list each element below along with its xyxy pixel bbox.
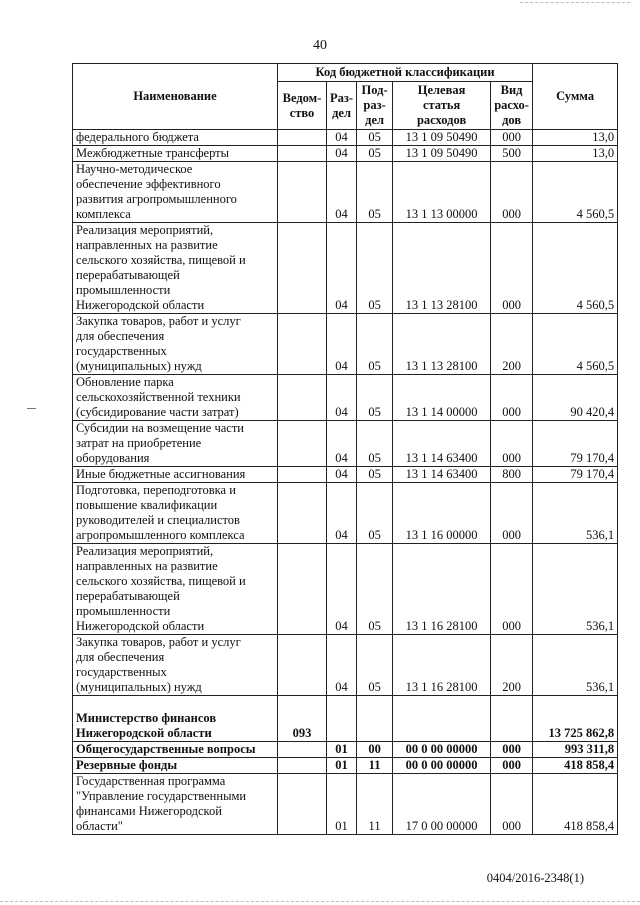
row-podrazdel: 05	[357, 162, 393, 223]
row-sum: 418 858,4	[533, 774, 618, 835]
row-expense-type: 200	[491, 314, 533, 375]
table-row	[73, 483, 618, 544]
document-code: 0404/2016-2348(1)	[486, 871, 584, 885]
row-name: Реализация мероприятий, направленных на развитие сельского хозяйства, пищевой и перерабатывающей промышленности Нижегородской области	[73, 544, 278, 635]
row-vedomstvo	[278, 635, 327, 696]
row-name: Государственная программа "Управление государственными финансами Нижегородской области"	[73, 774, 278, 835]
row-name: Закупка товаров, работ и услуг для обеспечения государственных (муниципальных) нужд	[73, 314, 278, 375]
row-name: Субсидии на возмещение части затрат на приобретение оборудования	[73, 421, 278, 467]
row-expense-type: 000	[491, 758, 533, 774]
row-expense-type: 000	[491, 483, 533, 544]
row-podrazdel: 11	[357, 774, 393, 835]
row-target-article: 13 1 14 63400	[393, 421, 491, 467]
bottom-edge-mark	[0, 901, 640, 902]
row-razdel: 04	[327, 635, 357, 696]
header-target-article: Целевая статья расходов	[393, 82, 491, 130]
header-vedomstvo: Ведом- ство	[278, 82, 327, 130]
row-expense-type	[491, 696, 533, 742]
header-podrazdel: Под- раз- дел	[357, 82, 393, 130]
row-expense-type: 000	[491, 544, 533, 635]
row-expense-type: 500	[491, 146, 533, 162]
header-sum: Сумма	[533, 64, 618, 130]
row-sum: 993 311,8	[533, 742, 618, 758]
row-razdel: 04	[327, 375, 357, 421]
row-sum: 79 170,4	[533, 467, 618, 483]
row-expense-type: 000	[491, 774, 533, 835]
row-razdel	[327, 696, 357, 742]
row-razdel: 04	[327, 544, 357, 635]
row-sum: 13,0	[533, 130, 618, 146]
row-expense-type: 200	[491, 635, 533, 696]
margin-mark	[27, 408, 36, 409]
row-vedomstvo	[278, 483, 327, 544]
row-podrazdel: 05	[357, 467, 393, 483]
row-vedomstvo	[278, 421, 327, 467]
row-podrazdel	[357, 696, 393, 742]
row-podrazdel: 05	[357, 635, 393, 696]
row-target-article	[393, 696, 491, 742]
table-row	[73, 696, 618, 742]
table-row	[73, 146, 618, 162]
row-name: Подготовка, переподготовка и повышение квалификации руководителей и специалистов агропромышленного комплекса	[73, 483, 278, 544]
row-expense-type: 800	[491, 467, 533, 483]
row-name: федерального бюджета	[73, 130, 278, 146]
header-razdel: Раз- дел	[327, 82, 357, 130]
row-target-article: 13 1 16 28100	[393, 635, 491, 696]
row-podrazdel: 05	[357, 483, 393, 544]
budget-table	[72, 63, 618, 835]
row-name: Межбюджетные трансферты	[73, 146, 278, 162]
row-podrazdel: 05	[357, 544, 393, 635]
row-name: Обновление парка сельскохозяйственной техники (субсидирование части затрат)	[73, 375, 278, 421]
row-podrazdel: 05	[357, 375, 393, 421]
row-sum: 4 560,5	[533, 223, 618, 314]
row-target-article: 13 1 14 63400	[393, 467, 491, 483]
row-podrazdel: 05	[357, 314, 393, 375]
header-expense-type: Вид расхо- дов	[491, 82, 533, 130]
row-razdel: 01	[327, 742, 357, 758]
row-razdel: 04	[327, 130, 357, 146]
row-razdel: 01	[327, 758, 357, 774]
table-row	[73, 314, 618, 375]
row-podrazdel: 05	[357, 223, 393, 314]
row-target-article: 00 0 00 00000	[393, 742, 491, 758]
row-target-article: 13 1 09 50490	[393, 146, 491, 162]
row-sum: 536,1	[533, 544, 618, 635]
row-razdel: 04	[327, 483, 357, 544]
row-name: Закупка товаров, работ и услуг для обеспечения государственных (муниципальных) нужд	[73, 635, 278, 696]
row-vedomstvo	[278, 162, 327, 223]
row-target-article: 13 1 14 00000	[393, 375, 491, 421]
row-target-article: 13 1 09 50490	[393, 130, 491, 146]
row-expense-type: 000	[491, 375, 533, 421]
row-vedomstvo: 093	[278, 696, 327, 742]
row-sum: 536,1	[533, 635, 618, 696]
page-number: 40	[313, 38, 327, 53]
row-sum: 418 858,4	[533, 758, 618, 774]
table-row	[73, 774, 618, 835]
table-row	[73, 223, 618, 314]
row-vedomstvo	[278, 742, 327, 758]
row-target-article: 13 1 13 28100	[393, 223, 491, 314]
table-row	[73, 162, 618, 223]
row-razdel: 04	[327, 162, 357, 223]
table-row	[73, 421, 618, 467]
row-vedomstvo	[278, 223, 327, 314]
row-target-article: 13 1 13 28100	[393, 314, 491, 375]
row-podrazdel: 05	[357, 130, 393, 146]
row-vedomstvo	[278, 146, 327, 162]
row-name: Иные бюджетные ассигнования	[73, 467, 278, 483]
row-expense-type: 000	[491, 130, 533, 146]
row-sum: 13,0	[533, 146, 618, 162]
table-row	[73, 130, 618, 146]
row-vedomstvo	[278, 375, 327, 421]
row-podrazdel: 11	[357, 758, 393, 774]
row-sum: 90 420,4	[533, 375, 618, 421]
row-name: Резервные фонды	[73, 758, 278, 774]
row-target-article: 13 1 16 28100	[393, 544, 491, 635]
row-vedomstvo	[278, 467, 327, 483]
row-expense-type: 000	[491, 742, 533, 758]
row-vedomstvo	[278, 774, 327, 835]
row-vedomstvo	[278, 314, 327, 375]
row-target-article: 13 1 16 00000	[393, 483, 491, 544]
header-classification: Код бюджетной классификации	[278, 64, 533, 82]
row-expense-type: 000	[491, 162, 533, 223]
table-row	[73, 742, 618, 758]
row-sum: 79 170,4	[533, 421, 618, 467]
row-sum: 4 560,5	[533, 162, 618, 223]
row-vedomstvo	[278, 758, 327, 774]
header-name: Наименование	[73, 64, 278, 130]
row-podrazdel: 00	[357, 742, 393, 758]
row-name: Научно-методическое обеспечение эффективного развития агропромышленного комплекса	[73, 162, 278, 223]
row-razdel: 04	[327, 467, 357, 483]
table-row	[73, 467, 618, 483]
row-name: Общегосударственные вопросы	[73, 742, 278, 758]
row-razdel: 04	[327, 314, 357, 375]
row-sum: 536,1	[533, 483, 618, 544]
table-row	[73, 758, 618, 774]
row-podrazdel: 05	[357, 146, 393, 162]
row-vedomstvo	[278, 130, 327, 146]
table-row	[73, 375, 618, 421]
row-target-article: 13 1 13 00000	[393, 162, 491, 223]
table-body	[73, 130, 618, 835]
row-vedomstvo	[278, 544, 327, 635]
row-target-article: 00 0 00 00000	[393, 758, 491, 774]
row-target-article: 17 0 00 00000	[393, 774, 491, 835]
row-razdel: 04	[327, 421, 357, 467]
row-expense-type: 000	[491, 223, 533, 314]
table-row	[73, 635, 618, 696]
row-sum: 13 725 862,8	[533, 696, 618, 742]
row-razdel: 04	[327, 223, 357, 314]
row-sum: 4 560,5	[533, 314, 618, 375]
row-expense-type: 000	[491, 421, 533, 467]
row-razdel: 01	[327, 774, 357, 835]
row-name: Реализация мероприятий, направленных на развитие сельского хозяйства, пищевой и перерабатывающей промышленности Нижегородской области	[73, 223, 278, 314]
row-razdel: 04	[327, 146, 357, 162]
row-name: Министерство финансов Нижегородской области	[73, 696, 278, 742]
table-row	[73, 544, 618, 635]
top-edge-mark	[520, 2, 630, 3]
row-podrazdel: 05	[357, 421, 393, 467]
